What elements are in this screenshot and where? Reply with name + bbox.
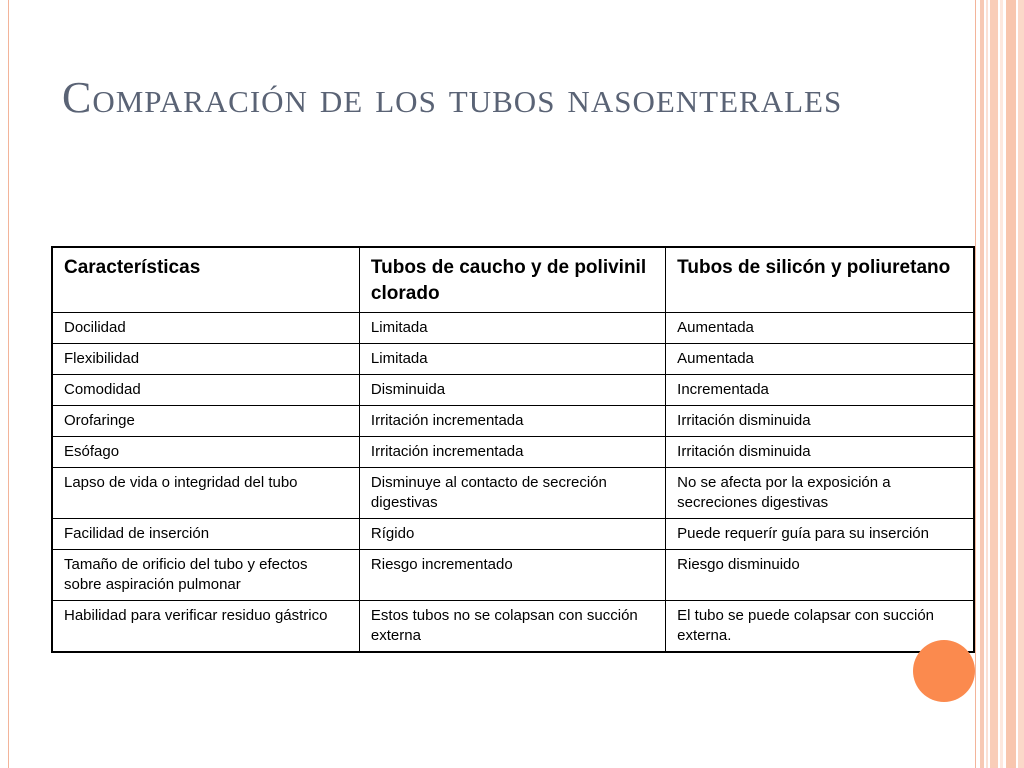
table-row <box>52 519 974 550</box>
table-cell: Lapso de vida o integridad del tubo <box>52 468 359 519</box>
table-cell: Habilidad para verificar residuo gástrico <box>52 601 359 653</box>
table-row <box>52 550 974 601</box>
table-header-row <box>52 247 974 313</box>
table-cell: Limitada <box>359 313 665 344</box>
table-cell: Disminuida <box>359 375 665 406</box>
table-cell: Docilidad <box>52 313 359 344</box>
column-header-silicon: Tubos de silicón y poliuretano <box>666 247 974 313</box>
decorative-orange-circle <box>913 640 975 702</box>
decor-stripe <box>1006 0 1016 768</box>
comparison-table <box>51 246 975 653</box>
column-header-caucho: Tubos de caucho y de polivinil clorado <box>359 247 665 313</box>
table-cell: Rígido <box>359 519 665 550</box>
decor-stripe <box>986 0 988 768</box>
decor-stripe <box>980 0 984 768</box>
table-row <box>52 344 974 375</box>
table-cell: Incrementada <box>666 375 974 406</box>
table-row <box>52 437 974 468</box>
table-cell: Flexibilidad <box>52 344 359 375</box>
table-cell: Tamaño de orificio del tubo y efectos sobre aspiración pulmonar <box>52 550 359 601</box>
table-row <box>52 468 974 519</box>
table-row <box>52 406 974 437</box>
decor-stripe <box>1000 0 1003 768</box>
table-cell: Riesgo disminuido <box>666 550 974 601</box>
table-cell: Disminuye al contacto de secreción digestivas <box>359 468 665 519</box>
table-cell: Irritación incrementada <box>359 437 665 468</box>
table-cell: Irritación incrementada <box>359 406 665 437</box>
table-cell: No se afecta por la exposición a secreciones digestivas <box>666 468 974 519</box>
table-cell: Esófago <box>52 437 359 468</box>
slide-title: Comparación de los tubos nasoenterales <box>62 73 843 122</box>
column-header-caracteristicas: Características <box>52 247 359 313</box>
decor-stripe <box>1018 0 1024 768</box>
table-cell: Limitada <box>359 344 665 375</box>
table-cell: Comodidad <box>52 375 359 406</box>
table-row <box>52 601 974 653</box>
table-cell: Riesgo incrementado <box>359 550 665 601</box>
table-cell: El tubo se puede colapsar con succión externa. <box>666 601 974 653</box>
table-cell: Irritación disminuida <box>666 437 974 468</box>
table-cell: Irritación disminuida <box>666 406 974 437</box>
table-cell: Aumentada <box>666 344 974 375</box>
table-cell: Estos tubos no se colapsan con succión externa <box>359 601 665 653</box>
table-cell: Orofaringe <box>52 406 359 437</box>
table-row <box>52 375 974 406</box>
table-cell: Puede requerír guía para su inserción <box>666 519 974 550</box>
table-cell: Aumentada <box>666 313 974 344</box>
decor-stripe <box>990 0 998 768</box>
table-row <box>52 313 974 344</box>
table-cell: Facilidad de inserción <box>52 519 359 550</box>
